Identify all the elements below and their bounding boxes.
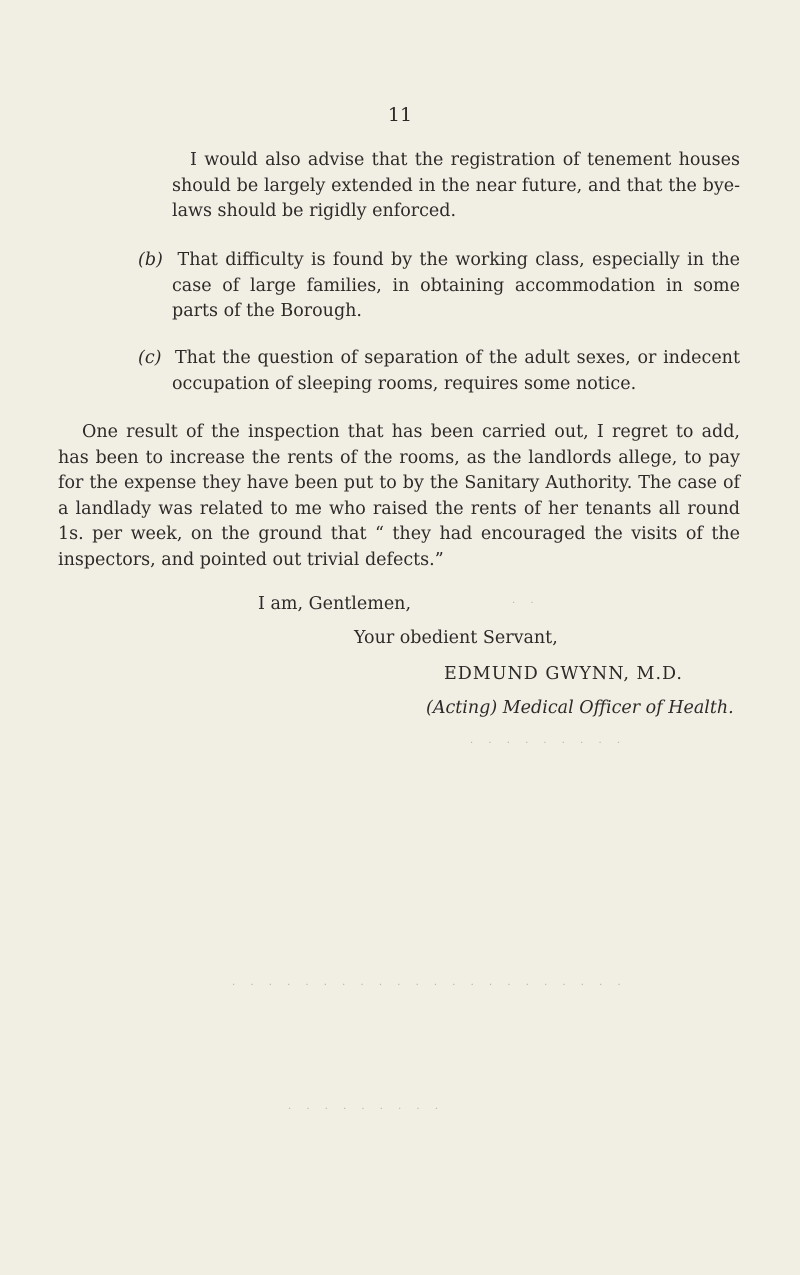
faint-dots: · · · · · · · · · · · · · · · · · · · · · · [232, 980, 627, 991]
faint-dots: · · [512, 598, 540, 609]
list-item-b [112, 248, 740, 325]
list-text-b: That difficulty is found by the working class, especially in the case of large families, in obtaining accommodation in some parts of the Borough. [172, 250, 740, 321]
paragraph-inspection-result: One result of the inspection that has been carried out, I regret to add, has been to increase the rents of the rooms, as the landlords allege, to pay for the expense they have been put to by the Sanitary Authority. The case of a landlady was related to me who raised the rents of her tenants all round 1s. per week, on the ground that “ they had encouraged the visits of the inspectors, and pointed out trivial defects.” [58, 422, 740, 570]
faint-dots: · · · · · · · · · [288, 1104, 445, 1115]
closing-signature: EDMUND GWYNN, M.D. [444, 664, 683, 684]
faint-dots: · · · · · · · · · [470, 738, 627, 749]
page-number: 11 [387, 104, 413, 126]
paragraph-registration: I would also advise that the registration of tenement houses should be largely extended in the near future, and that the bye-laws should be rigidly enforced. [172, 150, 740, 221]
list-marker-c: (c) [138, 348, 162, 368]
closing-salutation: I am, Gentlemen, [258, 594, 412, 614]
list-marker-b: (b) [138, 250, 163, 270]
list-item-c [112, 346, 740, 397]
list-text-c: That the question of separation of the adult sexes, or indecent occupation of sleeping rooms, requires some notice. [172, 348, 740, 394]
closing-title: (Acting) Medical Officer of Health. [426, 698, 734, 718]
closing-valediction: Your obedient Servant, [354, 628, 558, 648]
